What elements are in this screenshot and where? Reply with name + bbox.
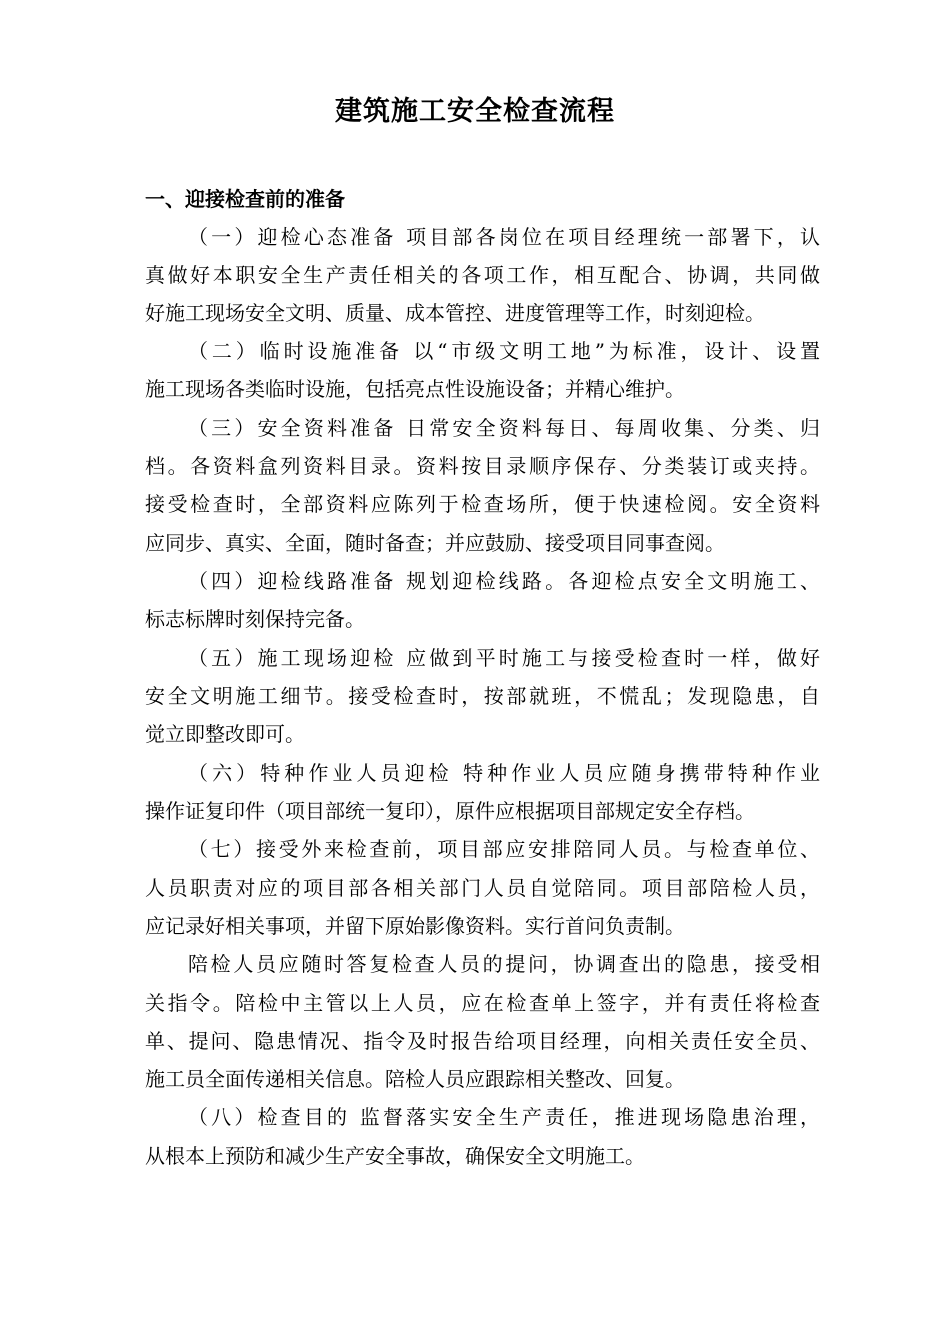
- paragraph-line: 好施工现场安全文明、质量、成本管控、进度管理等工作，时刻迎检。: [145, 301, 765, 325]
- paragraph-line: 从根本上预防和减少生产安全事故，确保安全文明施工。: [145, 1144, 645, 1168]
- paragraph-line: 应记录好相关事项，并留下原始影像资料。实行首问负责制。: [145, 914, 685, 938]
- paragraph-line: 接受检查时，全部资料应陈列于检查场所，便于快速检阅。安全资料: [145, 492, 820, 516]
- paragraph-line: 应同步、真实、全面，随时备查；并应鼓励、接受项目同事查阅。: [145, 531, 725, 555]
- paragraph-line: 安全文明施工细节。接受检查时，按部就班，不慌乱；发现隐患，自: [145, 684, 820, 708]
- paragraph-line: （二）临时设施准备 以“市级文明工地”为标准，设计、设置: [188, 339, 820, 363]
- paragraph-line: （一）迎检心态准备 项目部各岗位在项目经理统一部署下，认: [188, 225, 820, 249]
- paragraph-line: （八）检查目的 监督落实安全生产责任，推进现场隐患治理，: [188, 1105, 820, 1129]
- paragraph-line: 关指令。陪检中主管以上人员，应在检查单上签字，并有责任将检查: [145, 991, 820, 1015]
- paragraph-line: 施工员全面传递相关信息。陪检人员应跟踪相关整改、回复。: [145, 1067, 685, 1091]
- paragraph-line: （四）迎检线路准备 规划迎检线路。各迎检点安全文明施工、: [188, 569, 820, 593]
- paragraph-line: 档。各资料盒列资料目录。资料按目录顺序保存、分类装订或夹持。: [145, 454, 820, 478]
- paragraph-line: 标志标牌时刻保持完备。: [145, 607, 365, 631]
- paragraph-line: （七）接受外来检查前，项目部应安排陪同人员。与检查单位、: [188, 837, 820, 861]
- paragraph-line: 真做好本职安全生产责任相关的各项工作，相互配合、协调，共同做: [145, 263, 820, 287]
- section-heading: 一、迎接检查前的准备: [145, 187, 345, 211]
- paragraph-line: 施工现场各类临时设施，包括亮点性设施设备；并精心维护。: [145, 377, 685, 401]
- paragraph-line: 操作证复印件（项目部统一复印），原件应根据项目部规定安全存档。: [145, 799, 755, 823]
- paragraph-line: （三）安全资料准备 日常安全资料每日、每周收集、分类、归: [188, 416, 820, 440]
- paragraph-line: 人员职责对应的项目部各相关部门人员自觉陪同。项目部陪检人员，: [145, 876, 820, 900]
- paragraph-line: （六）特种作业人员迎检 特种作业人员应随身携带特种作业: [188, 761, 820, 785]
- paragraph-line: 单、提问、隐患情况、指令及时报告给项目经理，向相关责任安全员、: [145, 1029, 820, 1053]
- paragraph-line: 陪检人员应随时答复检查人员的提问，协调查出的隐患，接受相: [188, 952, 820, 976]
- paragraph-line: 觉立即整改即可。: [145, 722, 305, 746]
- document-title: 建筑施工安全检查流程: [335, 96, 615, 127]
- paragraph-line: （五）施工现场迎检 应做到平时施工与接受检查时一样，做好: [188, 646, 820, 670]
